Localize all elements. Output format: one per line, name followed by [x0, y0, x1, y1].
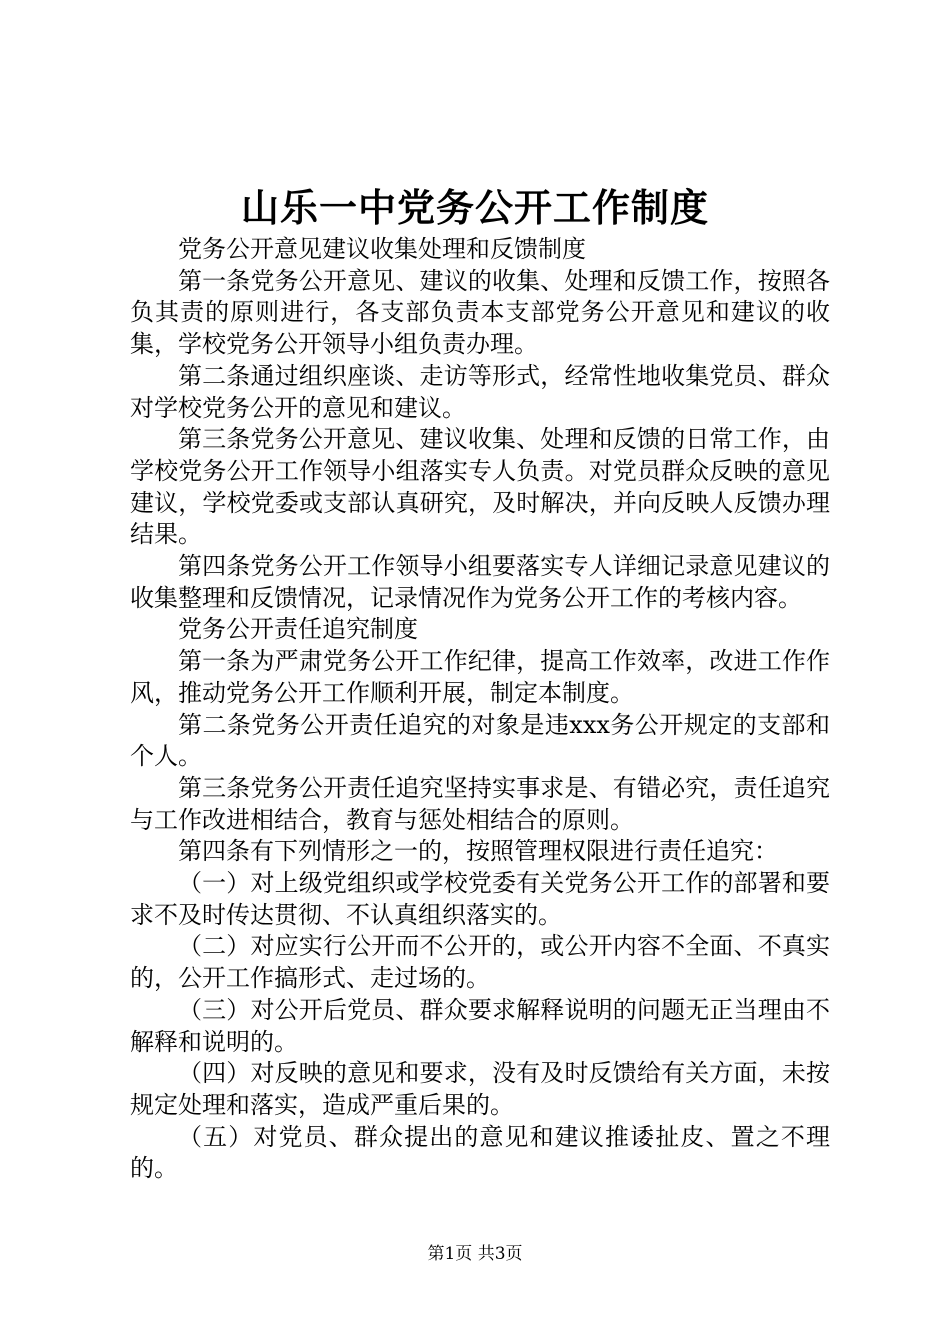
list-item: （一）对上级党组织或学校党委有关党务公开工作的部署和要求不及时传达贯彻、不认真组织落实的。 [130, 869, 830, 929]
paragraph: 第一条为严肃党务公开工作纪律，提高工作效率，改进工作作风，推动党务公开工作顺利开展，制定本制度。 [130, 647, 830, 707]
paragraph: 第二条党务公开责任追究的对象是违xxx务公开规定的支部和个人。 [130, 710, 830, 771]
section-heading: 党务公开意见建议收集处理和反馈制度 [178, 235, 586, 263]
paragraph: 第三条党务公开责任追究坚持实事求是、有错必究，责任追究与工作改进相结合，教育与惩处相结合的原则。 [130, 773, 830, 834]
paragraph: 第一条党务公开意见、建议的收集、处理和反馈工作，按照各负其责的原则进行，各支部负责本支部党务公开意见和建议的收集，学校党务公开领导小组负责办理。 [130, 266, 830, 359]
document-title: 山乐一中党务公开工作制度 [240, 185, 709, 230]
paragraph: 第二条通过组织座谈、走访等形式，经常性地收集党员、群众对学校党务公开的意见和建议。 [130, 361, 830, 422]
list-item: （四）对反映的意见和要求，没有及时反馈给有关方面，未按规定处理和落实，造成严重后果的。 [130, 1059, 830, 1119]
paragraph: 第三条党务公开意见、建议收集、处理和反馈的日常工作，由学校党务公开工作领导小组落实专人负责。对党员群众反映的意见建议，学校党委或支部认真研究，及时解决，并向反映人反馈办理结果。 [130, 425, 830, 549]
paragraph: 第四条有下列情形之一的，按照管理权限进行责任追究： [178, 837, 778, 866]
paragraph: 第四条党务公开工作领导小组要落实专人详细记录意见建议的收集整理和反馈情况，记录情况作为党务公开工作的考核内容。 [130, 552, 830, 612]
list-item: （二）对应实行公开而不公开的，或公开内容不全面、不真实的，公开工作搞形式、走过场的。 [130, 932, 830, 993]
list-item: （五）对党员、群众提出的意见和建议推诿扯皮、置之不理的。 [130, 1122, 830, 1183]
page-footer: 第1页 共3页 [427, 1244, 523, 1264]
section-heading: 党务公开责任追究制度 [178, 615, 418, 644]
document-body [130, 234, 830, 1185]
list-item: （三）对公开后党员、群众要求解释说明的问题无正当理由不解释和说明的。 [130, 995, 830, 1056]
